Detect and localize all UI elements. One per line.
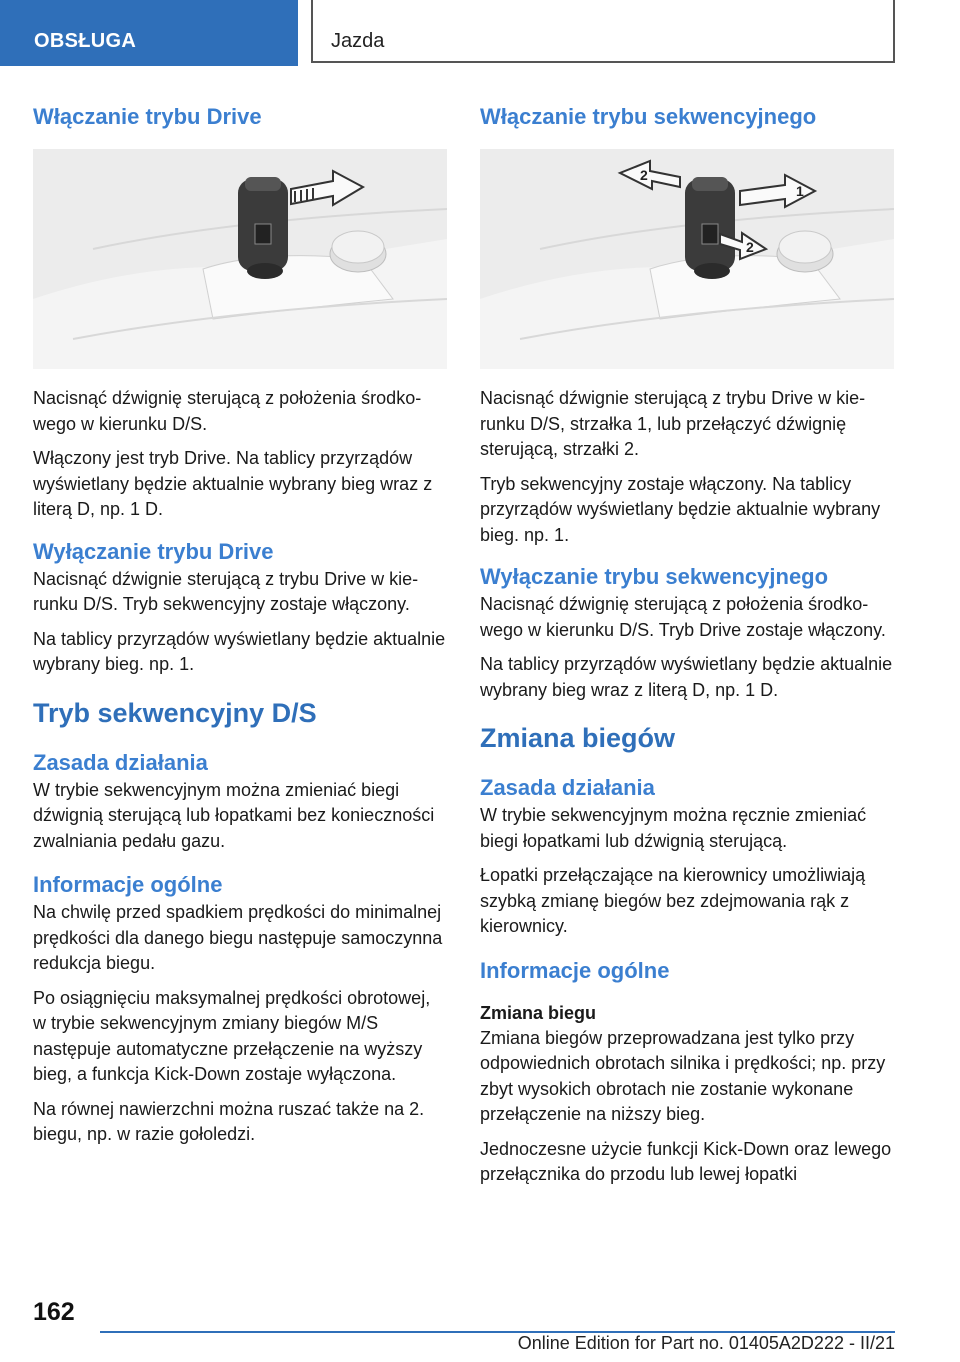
paragraph: Nacisnąć dźwignię sterującą z położenia środkowego w kierunku D/S. Tryb Drive zostaje włączony. bbox=[480, 594, 886, 640]
arrow-label-1: 1 bbox=[796, 183, 804, 199]
paragraph: Nacisnąć dźwignie sterującą z trybu Drive w kierunku D/S. Tryb sekwencyjny zostaje włączony. bbox=[33, 568, 419, 614]
paragraph: Na chwilę przed spadkiem prędkości do minimalnej prędkości dla danego biegu następuje samoczynna redukcja biegu. bbox=[33, 902, 443, 973]
left-column bbox=[33, 96, 447, 1148]
arrow-label-2: 2 bbox=[746, 239, 754, 255]
paragraph: Włączony jest tryb Drive. Na tablicy przyrządów wyświetlany będzie aktualnie wybrany bieg wraz z literą D, np. 1 D. bbox=[33, 448, 433, 519]
paragraph: Nacisnąć dźwignie sterującą z trybu Drive w kierunku D/S, strzałka 1, lub przełączyć dźwignię sterującą, strzałki 2. bbox=[480, 388, 866, 459]
heading-drive-on: Włączanie trybu Drive bbox=[33, 104, 262, 129]
heading-principle: Zasada działania bbox=[480, 775, 655, 800]
heading-sequential-on: Włączanie trybu sekwencyjnego bbox=[480, 104, 817, 129]
paragraph: Po osiągnięciu maksymalnej prędkości obrotowej, w trybie sekwencyjnym zmiany biegów M/S następuje automatyczne przełączenie na wyższy bieg, a funkcja Kick-Down zostaje wyłączona. bbox=[33, 987, 431, 1084]
heading-gear-change: Zmiana biegów bbox=[480, 723, 676, 753]
right-column bbox=[480, 96, 894, 1188]
heading-drive-off: Wyłączanie trybu Drive bbox=[33, 538, 274, 564]
paragraph: Jednoczesne użycie funkcji Kick-Down oraz lewego przełącznika do przodu lub lewej łopatki bbox=[480, 1138, 892, 1184]
heading-sequential-off: Wyłączanie trybu sekwencyjnego bbox=[480, 564, 829, 589]
chapter-tab: Jazda bbox=[311, 0, 895, 63]
gear-selector-sequential-image bbox=[480, 149, 894, 369]
footer-edition: Online Edition for Part no. 01405A2D222 - II/21 bbox=[517, 1333, 895, 1353]
heading-general-info: Informacje ogólne bbox=[480, 957, 670, 983]
paragraph: Łopatki przełączające na kierownicy umożliwiają szybką zmianę biegów bez zdejmowania rąk z kierownicy. bbox=[480, 865, 866, 936]
paragraph: Na tablicy przyrządów wyświetlany będzie aktualnie wybrany bieg wraz z literą D, np. 1 D. bbox=[480, 654, 893, 700]
paragraph: W trybie sekwencyjnym można ręcznie zmieniać biegi łopatkami lub dźwignią sterującą. bbox=[480, 805, 867, 851]
paragraph: Tryb sekwencyjny zostaje włączony. Na tablicy przyrządów wyświetlany będzie aktualnie wybrany bieg. np. 1. bbox=[480, 473, 881, 545]
page-header bbox=[0, 0, 960, 66]
paragraph: Na tablicy przyrządów wyświetlany będzie aktualnie wybrany bieg. np. 1. bbox=[33, 628, 446, 674]
page-number: 162 bbox=[33, 1298, 75, 1326]
paragraph: Na równej nawierzchni można ruszać także na 2. biegu, np. w razie gołoledzi. bbox=[33, 1098, 425, 1144]
heading-gear: Zmiana biegu bbox=[480, 1002, 597, 1023]
section-tab: OBSŁUGA bbox=[0, 0, 298, 66]
paragraph: Nacisnąć dźwignię sterującą z położenia środkowego w kierunku D/S. bbox=[33, 388, 422, 434]
paragraph: Zmiana biegów przeprowadzana jest tylko przy odpowiednich obrotach silnika i prędkości; np. przy zbyt wysokich obrotach nie zostanie wykonane przełączenie na niższy bieg. bbox=[480, 1027, 886, 1124]
gear-selector-drive-image bbox=[33, 149, 447, 369]
paragraph: W trybie sekwencyjnym można zmieniać biegi dźwignią sterującą lub łopatkami bez konieczności zwalniania pedału gazu. bbox=[33, 779, 435, 851]
heading-general-info: Informacje ogólne bbox=[33, 872, 223, 897]
heading-principle: Zasada działania bbox=[33, 749, 208, 775]
arrow-label-2: 2 bbox=[640, 167, 648, 183]
heading-sequential-mode: Tryb sekwencyjny D/S bbox=[33, 697, 317, 728]
